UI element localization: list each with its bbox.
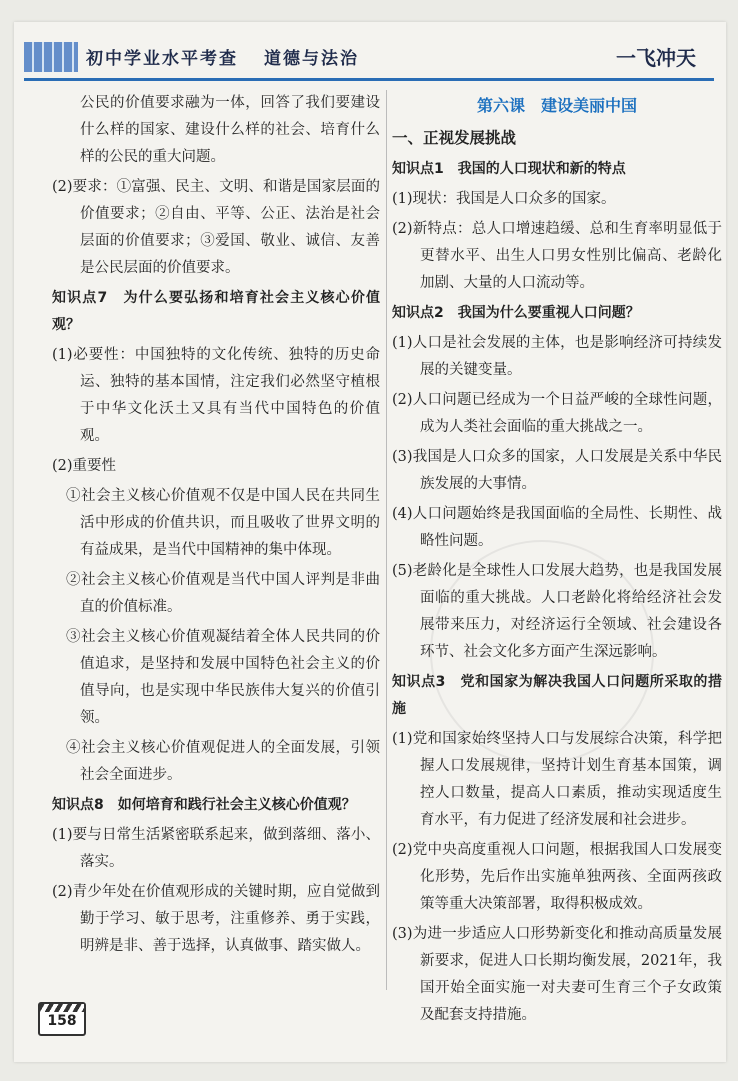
list-item: (2)新特点：总人口增速趋缓、总和生育率明显低于更替水平、出生人口男女性别比偏高、老龄化加剧、大量的人口流动等。 <box>392 221 722 291</box>
header-divider <box>24 78 714 81</box>
list-item: (2)青少年处在价值观形成的关键时期，应自觉做到勤于学习、敏于思考，注重修养、勇于实践，明辨是非、善于选择，认真做事、踏实做人。 <box>52 884 380 954</box>
sub-list-item: ③社会主义核心价值观凝结着全体人民共同的价值追求，是坚持和发展中国特色社会主义的价值导向，也是实现中华民族伟大复兴的价值引领。 <box>66 629 380 726</box>
column-divider <box>386 90 387 990</box>
left-column <box>52 90 380 963</box>
page-header <box>24 40 714 74</box>
knowledge-point-heading: 知识点3 党和国家为解决我国人口问题所采取的措施 <box>392 674 722 717</box>
list-item: (1)人口是社会发展的主体，也是影响经济可持续发展的关键变量。 <box>392 335 722 378</box>
knowledge-point-heading: 知识点8 如何培育和践行社会主义核心价值观？ <box>52 797 356 813</box>
knowledge-point-heading: 知识点7 为什么要弘扬和培育社会主义核心价值观？ <box>52 290 380 333</box>
sub-list-item: ①社会主义核心价值观不仅是中国人民在共同生活中形成的价值共识，而且吸收了世界文明的有益成果，是当代中国精神的集中体现。 <box>66 488 380 558</box>
list-item: (1)现状：我国是人口众多的国家。 <box>392 191 616 207</box>
list-item: (2)人口问题已经成为一个日益严峻的全球性问题，成为人类社会面临的重大挑战之一。 <box>392 392 722 435</box>
list-item: (3)我国是人口众多的国家，人口发展是关系中华民族发展的大事情。 <box>392 449 722 492</box>
right-column <box>392 90 722 1032</box>
sub-list-item: ④社会主义核心价值观促进人的全面发展，引领社会全面进步。 <box>66 740 380 783</box>
list-item: (3)为进一步适应人口形势新变化和推动高质量发展新要求，促进人口长期均衡发展，2021年，我国开始全面实施一对夫妻可生育三个子女政策及配套支持措施。 <box>392 926 722 1023</box>
list-item: (1)党和国家始终坚持人口与发展综合决策，科学把握人口发展规律，坚持计划生育基本国策，调控人口数量，提高人口素质，推动实现适度生育水平，有力促进了经济发展和社会进步。 <box>392 731 722 828</box>
sub-list-item: ②社会主义核心价值观是当代中国人评判是非曲直的价值标准。 <box>66 572 380 615</box>
header-logo-icon <box>24 42 78 72</box>
header-subject: 道德与法治 <box>264 49 359 69</box>
list-item: (5)老龄化是全球性人口发展大趋势，也是我国发展面临的重大挑战。人口老龄化将给经济社会发展带来压力，对经济运行全领域、社会建设各环节、社会文化多方面产生深远影响。 <box>392 563 722 660</box>
list-item: (1)必要性：中国独特的文化传统、独特的历史命运、独特的基本国情，注定我们必然坚守植根于中华文化沃土又具有当代中国特色的价值观。 <box>52 347 380 444</box>
knowledge-point-heading: 知识点1 我国的人口现状和新的特点 <box>392 161 626 177</box>
lesson-title: 第六课 建设美丽中国 <box>476 96 637 115</box>
header-brand: 一飞冲天 <box>616 46 696 70</box>
list-item: (2)重要性 <box>52 458 117 474</box>
paragraph: 公民的价值要求融为一体，回答了我们要建设什么样的国家、建设什么样的社会、培育什么样的公民的重大问题。 <box>80 95 380 165</box>
list-item: (2)党中央高度重视人口问题，根据我国人口发展变化形势，先后作出实施单独两孩、全面两孩政策等重大决策部署，取得积极成效。 <box>392 842 722 912</box>
header-title: 初中学业水平考查 <box>86 49 238 69</box>
list-item: (4)人口问题始终是我国面临的全局性、长期性、战略性问题。 <box>392 506 722 549</box>
list-item: (1)要与日常生活紧密联系起来，做到落细、落小、落实。 <box>52 827 380 870</box>
knowledge-point-heading: 知识点2 我国为什么要重视人口问题？ <box>392 305 640 321</box>
page-number: 158 <box>38 1002 86 1036</box>
section-heading: 一、正视发展挑战 <box>392 129 517 147</box>
list-item: (2)要求：①富强、民主、文明、和谐是国家层面的价值要求；②自由、平等、公正、法治是社会层面的价值要求；③爱国、敬业、诚信、友善是公民层面的价值要求。 <box>52 179 380 276</box>
